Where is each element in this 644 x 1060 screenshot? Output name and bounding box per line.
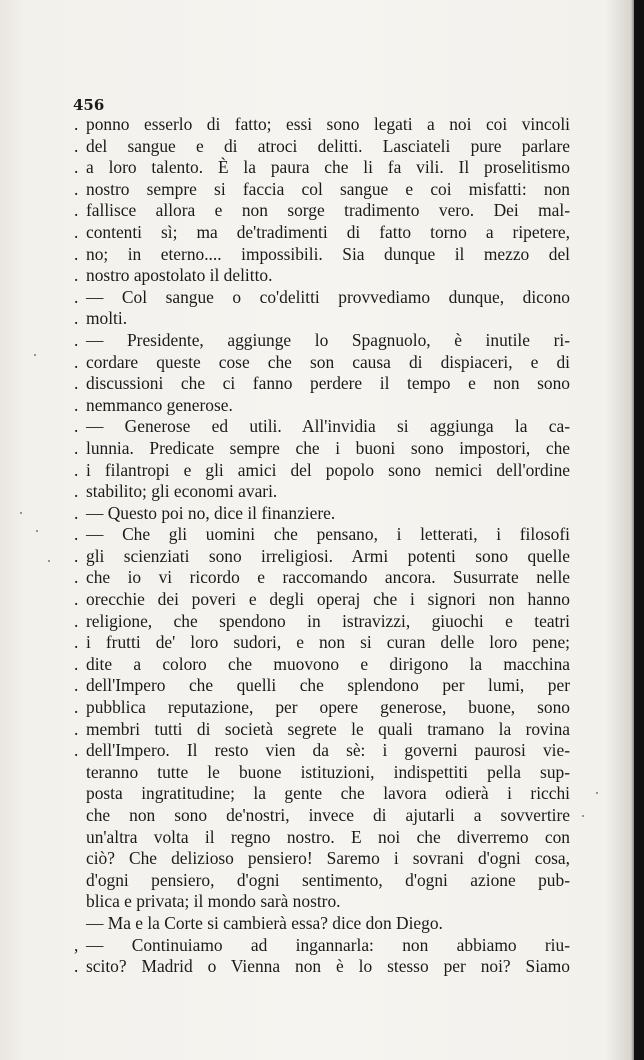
line-text: nostro sempre si faccia col sangue e coi misfatti: non (86, 178, 570, 199)
line-text: fallisce allora e non sorge tradimento vero. Dei mal- (86, 200, 570, 221)
line-text: i filantropi e gli amici del popolo sono nemici dell'ordine (86, 459, 570, 480)
line-text: — Ma e la Corte si cambierà essa? dice don Diego. (86, 912, 443, 933)
line-text: lunnia. Predicate sempre che i buoni sono impostori, che (86, 437, 570, 458)
text-line (74, 956, 570, 978)
margin-mark: . (74, 416, 79, 437)
line-text: nemmanco generose. (86, 394, 233, 415)
text-line (74, 611, 570, 633)
line-text: — Questo poi no, dice il finanziere. (86, 502, 336, 523)
text-line (74, 179, 570, 201)
margin-mark: . (74, 308, 79, 329)
margin-mark: . (74, 114, 79, 134)
text-line (74, 827, 570, 849)
text-line (74, 416, 570, 438)
line-text: a loro talento. È la paura che li fa vili. Il proselitismo (86, 157, 570, 178)
paper-speck (20, 512, 22, 514)
margin-mark: . (74, 178, 79, 199)
text-line (74, 870, 570, 892)
line-text: stabilito; gli economi avari. (86, 481, 278, 502)
text-line (74, 395, 570, 417)
line-text: teranno tutte le buone istituzioni, indispettiti pella sup- (86, 761, 570, 782)
margin-mark: . (74, 243, 79, 264)
line-text: dite a coloro che muovono e dirigono la macchina (86, 653, 570, 674)
margin-mark: . (74, 632, 79, 653)
margin-mark: . (74, 394, 79, 415)
line-text: che io vi ricordo e raccomando ancora. Susurrate nelle (86, 567, 570, 588)
margin-mark: . (74, 265, 79, 286)
margin-mark: . (74, 653, 79, 674)
text-line (74, 373, 570, 395)
text-line (74, 632, 570, 654)
margin-mark: . (74, 567, 79, 588)
margin-mark: . (74, 545, 79, 566)
line-text: religione, che spendono in istravizzi, giuochi e teatri (86, 610, 570, 631)
margin-mark: . (74, 481, 79, 502)
line-text: dell'Impero. Il resto vien da sè: i governi paurosi vie- (86, 740, 570, 761)
line-text: ponno esserlo di fatto; essi sono legati a noi coi vincoli (86, 114, 570, 134)
paper-speck (48, 560, 50, 562)
line-text: pubblica reputazione, per opere generose, buone, sono (86, 697, 570, 718)
text-line (74, 460, 570, 482)
margin-mark: . (74, 135, 79, 156)
line-text: — Che gli uomini che pensano, i letterati, i filosofi (86, 524, 570, 545)
margin-mark: . (74, 718, 79, 739)
text-line (74, 740, 570, 762)
line-text: — Continuiamo ad ingannarla: non abbiamo riu- (86, 934, 570, 955)
paper-speck (582, 815, 584, 817)
margin-mark: . (74, 740, 79, 761)
line-text: che non sono de'nostri, invece di ajutarli a sovvertire (86, 805, 570, 825)
line-text: discussioni che ci fanno perdere il tempo e non sono (86, 373, 570, 394)
text-line (74, 546, 570, 568)
text-line (74, 783, 570, 805)
line-text: — Col sangue o co'delitti provvediamo dunque, dicono (86, 286, 570, 307)
margin-mark: . (74, 200, 79, 221)
text-line (74, 114, 570, 136)
line-text: — Presidente, aggiunge lo Spagnuolo, è inutile ri- (86, 329, 570, 350)
margin-mark: . (74, 221, 79, 242)
text-line (74, 222, 570, 244)
margin-mark: . (74, 351, 79, 372)
line-text: ciò? Che delizioso pensiero! Saremo i sovrani d'ogni cosa, (86, 848, 570, 869)
line-text: no; in eterno.... impossibili. Sia dunque il mezzo del (86, 243, 570, 264)
margin-mark: . (74, 697, 79, 718)
text-line (74, 675, 570, 697)
line-text: d'ogni pensiero, d'ogni sentimento, d'ogni azione pub- (86, 869, 570, 890)
line-text: gli scienziati sono irreligiosi. Armi potenti sono quelle (86, 545, 570, 566)
margin-mark: . (74, 157, 79, 178)
text-line (74, 805, 570, 827)
text-line (74, 762, 570, 784)
text-line (74, 589, 570, 611)
margin-mark: . (74, 675, 79, 696)
text-line (74, 503, 570, 525)
line-text: cordare queste cose che son causa di dispiaceri, e di (86, 351, 570, 372)
text-line (74, 935, 570, 957)
text-line (74, 330, 570, 352)
text-line (74, 200, 570, 222)
text-line (74, 136, 570, 158)
body-text (74, 114, 570, 978)
text-line (74, 308, 570, 330)
text-line (74, 287, 570, 309)
line-text: contenti sì; ma de'tradimenti di fatto torno a ripetere, (86, 221, 570, 242)
paper-speck (36, 530, 38, 532)
text-line (74, 697, 570, 719)
text-line (74, 265, 570, 287)
text-line (74, 244, 570, 266)
page-number: 456 (73, 96, 105, 114)
text-line (74, 891, 570, 913)
margin-mark: . (74, 329, 79, 350)
line-text: membri tutti di società segrete le quali tramano la rovina (86, 718, 570, 739)
margin-mark: , (74, 934, 79, 955)
margin-mark: . (74, 956, 79, 977)
margin-mark: . (74, 286, 79, 307)
line-text: un'altra volta il regno nostro. E noi che diverremo con (86, 826, 570, 847)
line-text: orecchie dei poveri e degli operaj che i signori non hanno (86, 589, 570, 610)
text-line (74, 438, 570, 460)
margin-mark: . (74, 524, 79, 545)
line-text: molti. (86, 308, 128, 329)
margin-mark: . (74, 502, 79, 523)
text-line (74, 157, 570, 179)
line-text: i frutti de' loro sudori, e non si curan delle loro pene; (86, 632, 570, 653)
margin-mark: . (74, 589, 79, 610)
margin-mark: . (74, 373, 79, 394)
text-line (74, 567, 570, 589)
text-line (74, 524, 570, 546)
text-line (74, 481, 570, 503)
line-text: blica e privata; il mondo sarà nostro. (86, 891, 341, 912)
line-text: — Generose ed utili. All'invidia si aggiunga la ca- (86, 416, 570, 437)
paper-speck (34, 354, 36, 356)
text-line (74, 913, 570, 935)
line-text: nostro apostolato il delitto. (86, 265, 273, 286)
margin-mark: . (74, 459, 79, 480)
line-text: dell'Impero che quelli che splendono per lumi, per (86, 675, 570, 696)
text-line (74, 352, 570, 374)
text-line (74, 848, 570, 870)
margin-mark: . (74, 437, 79, 458)
text-line (74, 719, 570, 741)
book-spine-shadow (634, 0, 644, 1060)
line-text: posta ingratitudine; la gente che lavora odierà i ricchi (86, 783, 570, 804)
line-text: del sangue e di atroci delitti. Lasciateli pure parlare (86, 135, 570, 156)
text-line (74, 654, 570, 676)
line-text: scito? Madrid o Vienna non è lo stesso per noi? Siamo (86, 956, 570, 977)
margin-mark: . (74, 610, 79, 631)
paper-speck (596, 792, 598, 794)
